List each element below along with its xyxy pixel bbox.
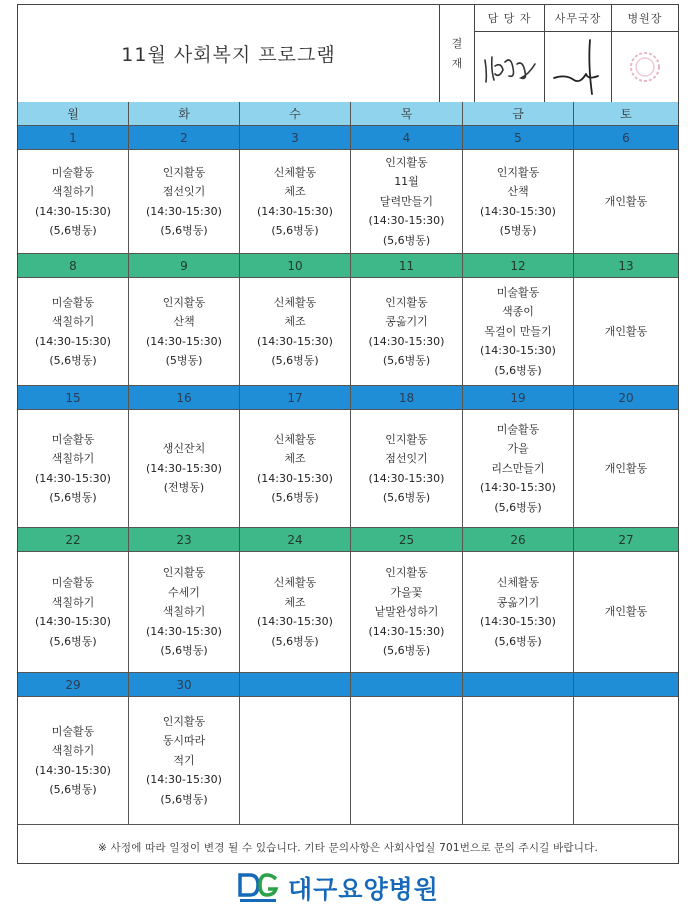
program-cell: [240, 150, 351, 254]
program-line: 신체활동: [496, 576, 540, 589]
program-line: (14:30-15:30): [480, 615, 556, 628]
program-line: 점선잇기: [162, 185, 206, 198]
program-cell: [463, 697, 574, 825]
program-cell: [351, 552, 463, 673]
program-line: (14:30-15:30): [257, 615, 333, 628]
program-line: 체조: [284, 315, 306, 328]
program-line: 미술활동: [496, 422, 540, 436]
day-number: 19: [463, 386, 574, 410]
approval-director-heading: 사무국장: [545, 5, 611, 32]
day-number: 5: [463, 126, 574, 150]
program-line: 인지활동: [385, 155, 428, 169]
program-cell: [463, 278, 574, 386]
program-cell: [18, 697, 129, 825]
day-number: 4: [351, 126, 463, 150]
program-line: 목걸이 만들기: [484, 324, 552, 338]
program-line: 점선잇기: [385, 452, 428, 465]
program-line: (14:30-15:30): [146, 204, 222, 218]
approval-staff: [475, 5, 545, 102]
weekday-header: 수: [240, 102, 351, 126]
program-line: 인지활동: [385, 566, 428, 580]
program-line: 신체활동: [273, 295, 317, 309]
program-line: 색칠하기: [51, 595, 95, 609]
program-line: (5,6병동): [49, 491, 97, 504]
program-line: 미술활동: [51, 295, 95, 309]
program-line: (14:30-15:30): [146, 334, 222, 348]
program-line: (5,6병동): [382, 354, 431, 367]
program-line: (5,6병동): [271, 634, 319, 648]
day-number: 15: [18, 386, 129, 410]
program-line: 미술활동: [51, 724, 95, 738]
day-number: 20: [574, 386, 678, 410]
approval-label-1: 결: [451, 36, 463, 50]
program-line: (5,6병동): [382, 644, 431, 658]
program-line: 색종이: [502, 305, 534, 319]
program-line: 미술활동: [51, 576, 95, 589]
program-line: (14:30-15:30): [480, 344, 556, 358]
stamp-seal-icon: [628, 50, 662, 84]
program-line: 인지활동: [496, 165, 540, 179]
program-line: 낱말완성하기: [374, 605, 439, 619]
day-number: [351, 673, 463, 697]
program-cell: [129, 410, 240, 528]
program-line: (14:30-15:30): [480, 204, 556, 218]
program-line: (14:30-15:30): [368, 471, 445, 485]
program-line: 체조: [284, 185, 306, 198]
hospital-logo-icon: [238, 871, 280, 905]
program-line: (5,6병동): [49, 354, 97, 367]
program-line: (5,6병동): [494, 500, 542, 514]
program-line: 인지활동: [385, 295, 428, 309]
day-number: 12: [463, 254, 574, 278]
program-line: 색칠하기: [51, 185, 95, 198]
program-cell: [574, 150, 678, 254]
program-line: 체조: [284, 452, 306, 465]
handwritten-signature-icon: [546, 34, 610, 100]
program-line: (5,6병동): [382, 233, 431, 247]
program-line: 인지활동: [162, 714, 206, 728]
day-number: 10: [240, 254, 351, 278]
program-line: (14:30-15:30): [35, 615, 111, 628]
program-cell: [129, 150, 240, 254]
program-line: (14:30-15:30): [146, 773, 222, 787]
day-number: 17: [240, 386, 351, 410]
day-number: 1: [18, 126, 129, 150]
program-line: 색칠하기: [51, 452, 95, 465]
program-line: (5,6병동): [49, 634, 97, 648]
day-number: 18: [351, 386, 463, 410]
program-cell: [129, 552, 240, 673]
program-line: 리스만들기: [491, 461, 545, 475]
document-header: [18, 5, 678, 103]
day-number: 27: [574, 528, 678, 552]
program-cell: [463, 150, 574, 254]
program-line: (5,6병동): [160, 644, 208, 658]
program-cell: [129, 697, 240, 825]
handwritten-signature-icon: [477, 42, 543, 92]
program-line: 11월: [394, 175, 419, 189]
weekday-header: 월: [18, 102, 129, 126]
program-line: 미술활동: [51, 165, 95, 179]
program-line: 인지활동: [162, 165, 206, 179]
signature-staff: [475, 32, 544, 102]
schedule-document: [17, 4, 679, 864]
program-line: (14:30-15:30): [257, 471, 333, 485]
program-line: 인지활동: [162, 295, 206, 309]
program-cell: [240, 697, 351, 825]
day-number: 13: [574, 254, 678, 278]
program-line: (5,6병동): [160, 792, 208, 806]
program-cell: [351, 278, 463, 386]
program-line: 인지활동: [385, 432, 428, 446]
program-line: (14:30-15:30): [35, 471, 111, 485]
day-number: 3: [240, 126, 351, 150]
program-line: 색칠하기: [51, 744, 95, 757]
approval-label-2: 재: [451, 56, 463, 70]
program-line: 가을: [507, 442, 529, 456]
program-line: (14:30-15:30): [368, 214, 445, 228]
day-number: 22: [18, 528, 129, 552]
program-line: (5,6병동): [271, 354, 319, 367]
seal-president: [612, 32, 678, 102]
program-line: 신체활동: [273, 576, 317, 589]
day-number: 23: [129, 528, 240, 552]
weekday-header: 목: [351, 102, 463, 126]
program-cell: [18, 552, 129, 673]
program-line: 체조: [284, 595, 306, 609]
program-line: 신체활동: [273, 432, 317, 446]
program-cell: [351, 697, 463, 825]
program-line: (5,6병동): [271, 224, 319, 237]
day-number: [240, 673, 351, 697]
day-number: 25: [351, 528, 463, 552]
program-line: 달력만들기: [379, 194, 434, 208]
program-line: 생신잔치: [162, 442, 206, 456]
hospital-logo: [238, 870, 439, 906]
day-number: 29: [18, 673, 129, 697]
day-number: 6: [574, 126, 678, 150]
program-line: 개인활동: [604, 461, 648, 475]
program-cell: [129, 278, 240, 386]
day-number: 11: [351, 254, 463, 278]
program-cell: [351, 410, 463, 528]
weekday-header: 금: [463, 102, 574, 126]
program-cell: [463, 410, 574, 528]
program-cell: [240, 410, 351, 528]
program-line: (5,6병동): [271, 491, 319, 504]
program-line: 색칠하기: [51, 315, 95, 328]
program-line: 콩옮기기: [496, 595, 540, 609]
program-line: (14:30-15:30): [146, 624, 222, 638]
program-cell: [240, 552, 351, 673]
program-cell: [574, 410, 678, 528]
program-line: (전병동): [163, 481, 205, 495]
program-cell: [240, 278, 351, 386]
program-line: 산책: [173, 315, 195, 328]
day-number: 2: [129, 126, 240, 150]
program-line: (5,6병동): [49, 783, 97, 796]
day-number: 8: [18, 254, 129, 278]
program-line: (14:30-15:30): [257, 204, 333, 218]
approval-president: [612, 5, 678, 102]
page-title: 11월 사회복지 프로그램: [121, 44, 336, 66]
program-line: (14:30-15:30): [35, 204, 111, 218]
program-line: (5,6병동): [494, 634, 542, 648]
day-number: 26: [463, 528, 574, 552]
program-line: (5병동): [499, 224, 537, 237]
program-line: 미술활동: [51, 432, 95, 446]
program-line: 개인활동: [604, 605, 648, 619]
program-cell: [463, 552, 574, 673]
day-number: 30: [129, 673, 240, 697]
program-line: 미술활동: [496, 285, 540, 299]
program-line: 개인활동: [604, 194, 648, 208]
program-line: (14:30-15:30): [480, 481, 556, 495]
program-line: (14:30-15:30): [35, 334, 111, 348]
program-line: 수세기: [168, 585, 200, 599]
program-line: (14:30-15:30): [257, 334, 333, 348]
program-line: (14:30-15:30): [368, 334, 445, 348]
program-cell: [18, 278, 129, 386]
weekday-header: 토: [574, 102, 678, 126]
signature-director: [545, 32, 611, 102]
day-number: 24: [240, 528, 351, 552]
program-line: (5,6병동): [382, 491, 431, 504]
approval-director: [545, 5, 612, 102]
program-line: (5,6병동): [49, 224, 97, 237]
program-line: 콩옮기기: [385, 315, 428, 328]
program-line: (5,6병동): [494, 363, 542, 377]
day-number: [574, 673, 678, 697]
program-cell: [18, 150, 129, 254]
program-line: 적기: [173, 753, 195, 767]
program-line: 신체활동: [273, 165, 317, 179]
program-cell: [18, 410, 129, 528]
program-line: 색칠하기: [162, 605, 206, 619]
weekday-header: 화: [129, 102, 240, 126]
program-line: (14:30-15:30): [146, 461, 222, 475]
approval-president-heading: 병원장: [612, 5, 678, 32]
program-line: (14:30-15:30): [35, 763, 111, 777]
program-line: 산책: [507, 185, 529, 198]
program-line: (14:30-15:30): [368, 624, 445, 638]
program-cell: [574, 697, 678, 825]
approval-staff-heading: 담 당 자: [475, 5, 544, 32]
program-cell: [574, 552, 678, 673]
program-line: (5,6병동): [160, 224, 208, 237]
day-number: 16: [129, 386, 240, 410]
program-line: 개인활동: [604, 324, 648, 338]
day-number: [463, 673, 574, 697]
approval-label: [439, 5, 475, 102]
footer-notice: ※ 사정에 따라 일정이 변경 될 수 있습니다. 기타 문의사항은 사회사업실 701번으로 문의 주시길 바랍니다.: [98, 842, 598, 854]
program-cell: [351, 150, 463, 254]
day-number: 9: [129, 254, 240, 278]
program-line: (5병동): [165, 354, 203, 367]
program-line: 동시따라: [162, 734, 206, 748]
program-cell: [574, 278, 678, 386]
program-line: 인지활동: [162, 566, 206, 580]
hospital-name: 대구요양병원: [288, 875, 439, 904]
program-line: 가을꽃: [390, 585, 423, 599]
